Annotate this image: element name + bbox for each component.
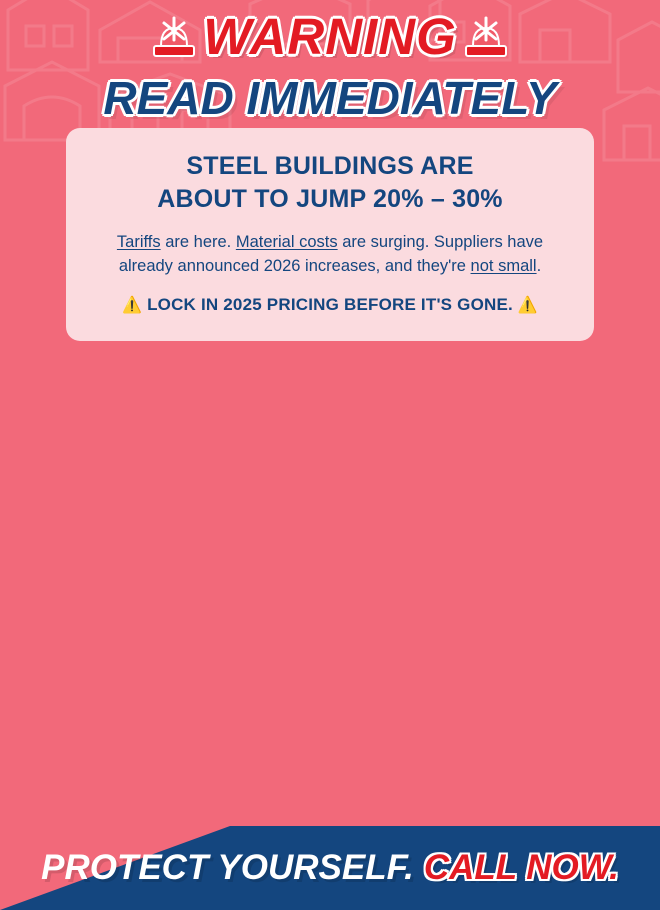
body-text-3: . [536,257,542,275]
alert-card-cta-text: LOCK IN 2025 PRICING BEFORE IT'S GONE. [147,295,513,314]
warning-headline [0,8,660,65]
not-small-emphasis: not small [470,257,537,275]
siren-light-icon [151,14,197,60]
alert-card-title-line-1: STEEL BUILDINGS ARE [186,152,474,180]
bottom-banner [0,826,660,910]
alert-card-title-line-2: ABOUT TO JUMP 20% – 30% [157,185,503,213]
warning-triangle-icon-right: ⚠️ [517,297,538,314]
banner-text-protect: PROTECT YOURSELF. [41,848,414,887]
alert-card-cta [94,294,566,317]
bottom-banner-content [0,826,660,910]
banner-call-now-cta[interactable]: CALL NOW. [423,848,619,887]
subheadline: READ IMMEDIATELY [103,72,557,124]
siren-light-icon-right [463,14,509,60]
alert-card-title [94,150,566,216]
tariffs-link[interactable]: Tariffs [116,233,161,251]
alert-card-body [94,230,566,278]
warning-text: WARNING [203,8,457,65]
material-costs-link[interactable]: Material costs [235,233,338,251]
body-text-2: are surging. Suppliers have already announced 2026 increases, and they're [118,233,544,275]
alert-card [66,128,594,341]
warning-triangle-icon-left: ⚠️ [122,297,143,314]
body-text-1: are here. [160,233,236,251]
